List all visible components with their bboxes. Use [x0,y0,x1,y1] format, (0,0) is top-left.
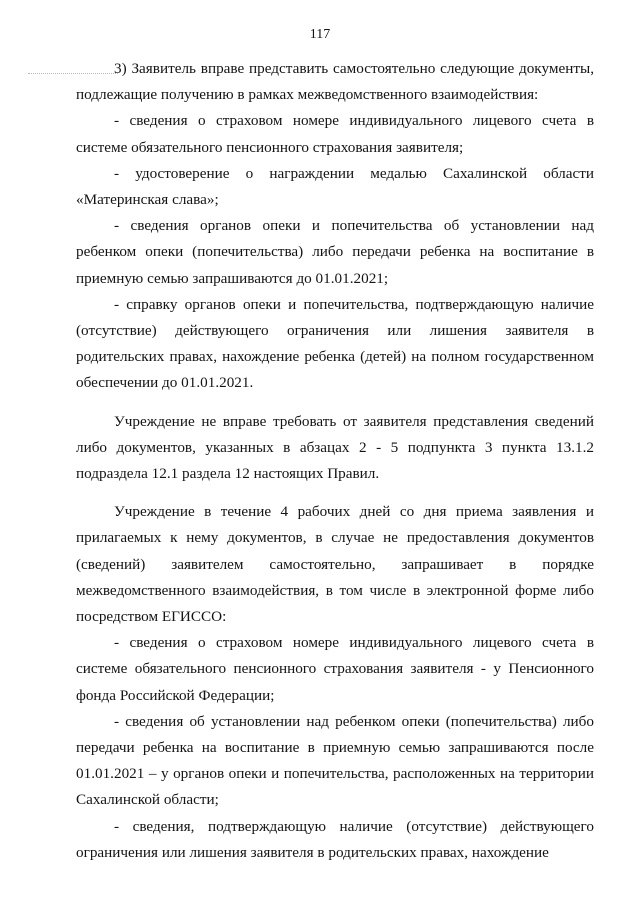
paragraph-8: - сведения о страховом номере индивидуального лицевого счета в системе обязательного пенсионного страхования заявителя - у Пенсионного фонда Российской Федерации; [76,634,594,704]
paragraph-4: - сведения органов опеки и попечительства об установлении над ребенком опеки (попечительства) либо передачи ребенка на воспитание в приемную семью запрашиваются до 01.01.2021; [76,217,594,287]
paragraph-9: - сведения об установлении над ребенком опеки (попечительства) либо передачи ребенка на воспитание в приемную семью запрашиваются после 01.01.2021 – у органов опеки и попечительства, расположенных на территории Сахалинской области; [76,712,594,809]
paragraph-6: Учреждение не вправе требовать от заявителя представления сведений либо документов, указанных в абзацах 2 - 5 подпункта 3 пункта 13.1.2 подраздела 12.1 раздела 12 настоящих Правил. [76,412,594,483]
paragraph-3: - удостоверение о награждении медалью Сахалинской области «Материнская слава»; [76,164,594,209]
paragraph-2: - сведения о страховом номере индивидуального лицевого счета в системе обязательного пенсионного страхования заявителя; [76,112,594,156]
paragraph-10: - сведения, подтверждающую наличие (отсутствие) действующего ограничения или лишения заявителя в родительских правах, нахождение [76,817,594,861]
page-number: 117 [309,27,331,42]
paragraph-1: 3) Заявитель вправе представить самостоятельно следующие документы, подлежащие получению в рамках межведомственного взаимодействия: [76,60,594,104]
paragraph-7: Учреждение в течение 4 рабочих дней со дня приема заявления и прилагаемых к нему документов, в случае не предоставления документов (сведений) заявителем самостоятельно, запрашивает в порядке межведомственного взаимодействия, в том числе в электронной форме либо посредством ЕГИССО: [76,503,594,626]
paragraph-5: - справку органов опеки и попечительства, подтверждающую наличие (отсутствие) действующего ограничения или лишения заявителя в родительских правах, нахождение ребенка (детей) на полном государственном обеспечении до 01.01.2021. [76,295,594,392]
document-body [76,56,594,866]
